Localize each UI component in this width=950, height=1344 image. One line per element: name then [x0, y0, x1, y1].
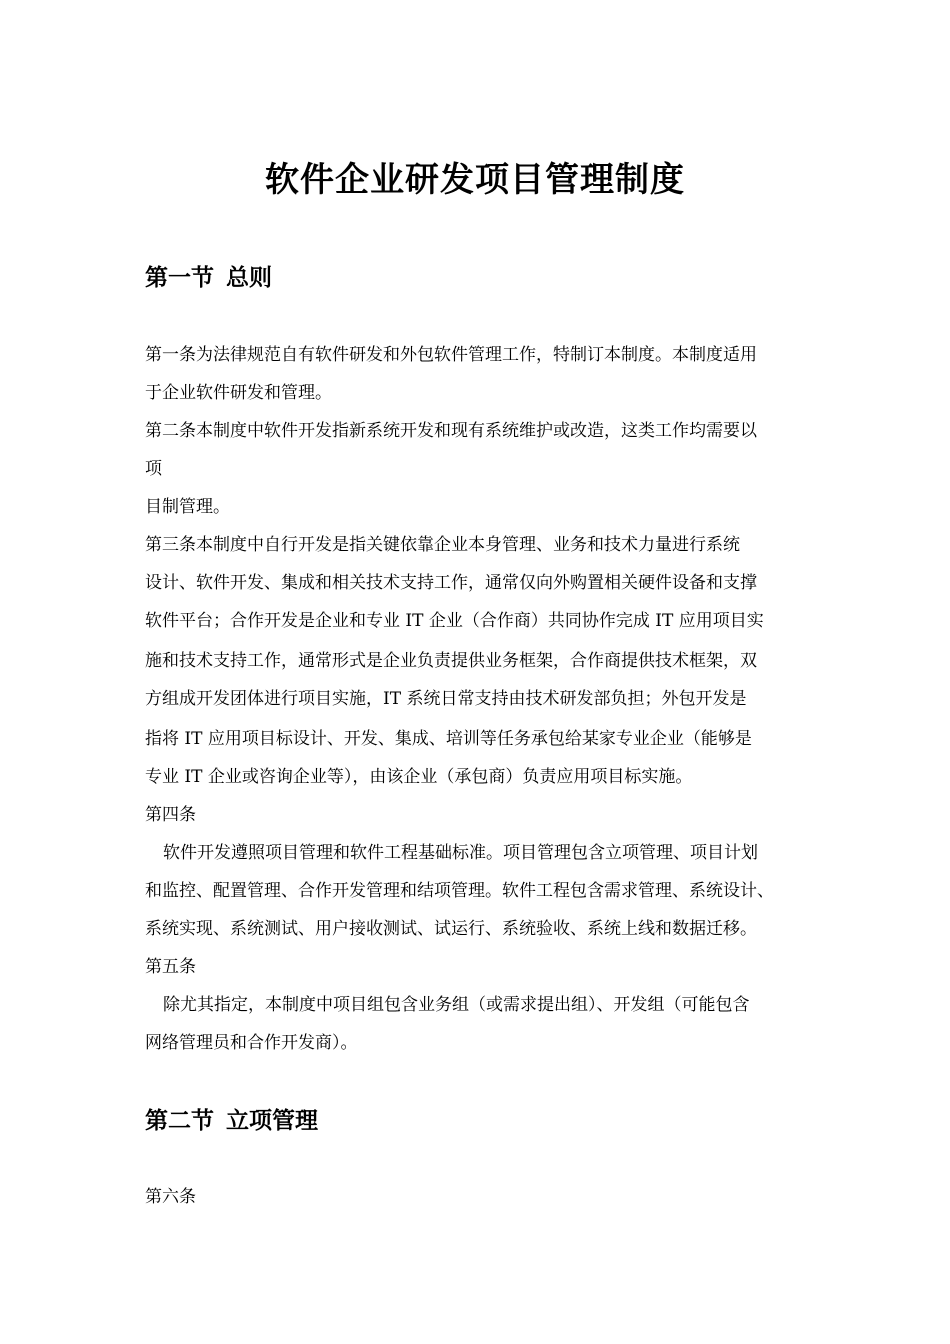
paragraph-line: 方组成开发团体进行项目实施，IT 系统日常支持由技术研发部负担；外包开发是 [145, 689, 747, 709]
section-heading-project-initiation [145, 1105, 318, 1137]
paragraph-line: 第二条本制度中软件开发指新系统开发和现有系统维护或改造，这类工作均需要以 [145, 421, 757, 441]
paragraph-line: 和监控、配置管理、合作开发管理和结项管理。软件工程包含需求管理、系统设计、 [145, 881, 774, 901]
section-name: 立项管理 [226, 1107, 318, 1134]
article-label: 第四条 [145, 805, 196, 825]
section-name: 总则 [226, 264, 272, 291]
section-heading-general [145, 262, 272, 294]
article-label: 第六条 [145, 1187, 196, 1207]
paragraph-line: 第一条为法律规范自有软件研发和外包软件管理工作，特制订本制度。本制度适用 [145, 345, 757, 365]
paragraph-line: 软件开发遵照项目管理和软件工程基础标准。项目管理包含立项管理、项目计划 [163, 843, 758, 863]
paragraph-line: 目制管理。 [145, 497, 230, 517]
paragraph-line: 于企业软件研发和管理。 [145, 383, 332, 403]
document-title: 软件企业研发项目管理制度 [265, 160, 685, 200]
paragraph-line: 专业 IT 企业或咨询企业等），由该企业（承包商）负责应用项目标实施。 [145, 767, 693, 787]
paragraph-line: 网络管理员和合作开发商）。 [145, 1033, 358, 1053]
section-number: 第二节 [145, 1107, 214, 1134]
paragraph-line: 项 [145, 459, 162, 479]
article-label: 第五条 [145, 957, 196, 977]
paragraph-line: 设计、软件开发、集成和相关技术支持工作，通常仅向外购置相关硬件设备和支撑 [145, 573, 757, 593]
paragraph-line: 第三条本制度中自行开发是指关键依靠企业本身管理、业务和技术力量进行系统 [145, 535, 740, 555]
paragraph-line: 软件平台；合作开发是企业和专业 IT 企业（合作商）共同协作完成 IT 应用项目实 [145, 611, 764, 631]
section-number: 第一节 [145, 264, 214, 291]
paragraph-line: 系统实现、系统测试、用户接收测试、试运行、系统验收、系统上线和数据迁移。 [145, 919, 757, 939]
paragraph-line: 施和技术支持工作，通常形式是企业负责提供业务框架，合作商提供技术框架，双 [145, 651, 757, 671]
paragraph-line: 指将 IT 应用项目标设计、开发、集成、培训等任务承包给某家专业企业（能够是 [145, 729, 752, 749]
paragraph-line: 除尤其指定，本制度中项目组包含业务组（或需求提出组）、开发组（可能包含 [163, 995, 750, 1015]
